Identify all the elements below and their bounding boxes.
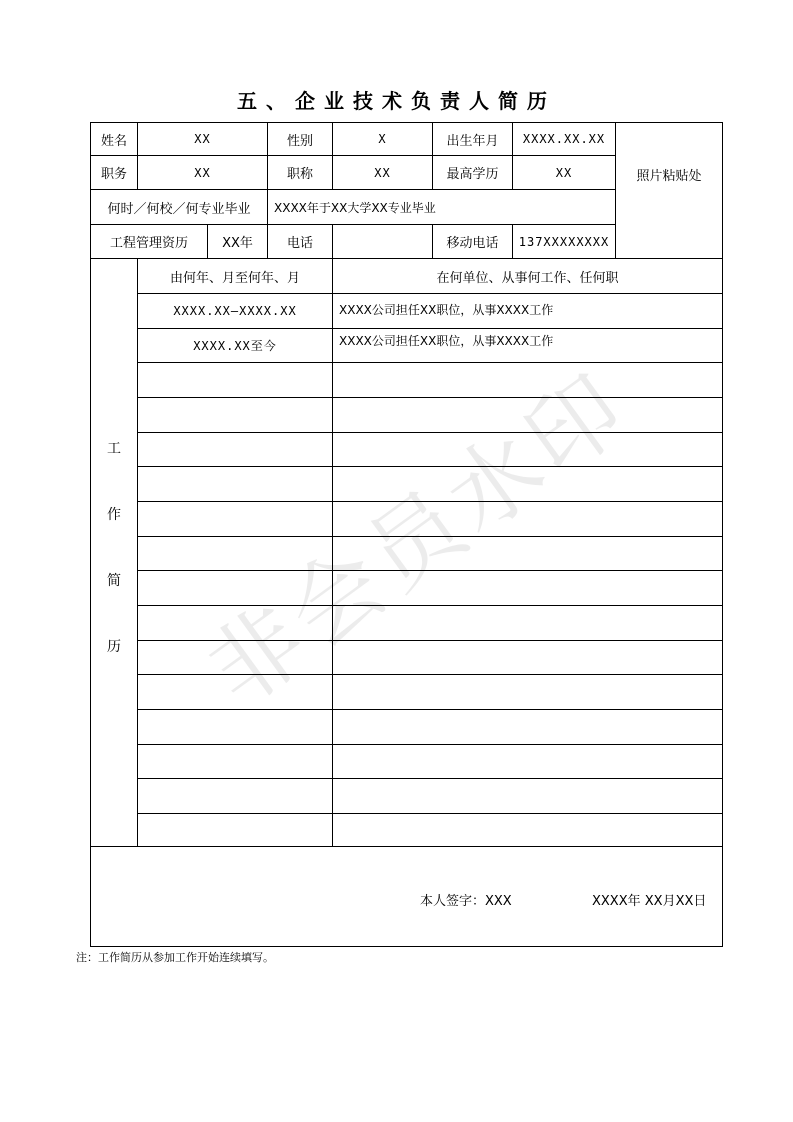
grid-line xyxy=(137,466,723,467)
degree-label: 最高学历 xyxy=(446,167,499,182)
period-column-header: 由何年、月至何年、月 xyxy=(169,270,300,286)
signature-date: XXXX年 XX月XX日 xyxy=(592,894,707,909)
work-detail[interactable]: XXXX公司担任XX职位，从事XXXX工作 xyxy=(339,302,554,317)
signature-label: 本人签字：XXX xyxy=(420,894,512,909)
work-history-side-char: 简 xyxy=(107,573,121,589)
graduation-label: 何时／何校／何专业毕业 xyxy=(107,201,251,217)
title-label: 职称 xyxy=(286,167,313,182)
grid-line xyxy=(137,640,723,641)
position-label: 职务 xyxy=(100,167,127,182)
graduation-value[interactable]: XXXX年于XX大学XX专业毕业 xyxy=(274,200,436,215)
work-history-side-char: 工 xyxy=(107,441,121,457)
footnote: 注：工作简历从参加工作开始连续填写。 xyxy=(76,951,274,964)
work-detail[interactable]: XXXX公司担任XX职位，从事XXXX工作 xyxy=(339,334,554,348)
mobile-label: 移动电话 xyxy=(446,236,499,251)
gender-label: 性别 xyxy=(286,133,313,149)
birth-value[interactable]: XXXX.XX.XX xyxy=(522,132,606,146)
grid-line xyxy=(137,813,723,814)
grid-line xyxy=(137,744,723,745)
page-title: 五、企业技术负责人简历 xyxy=(237,89,556,113)
watermark: 非会员水印 xyxy=(188,351,649,727)
work-history-side-char: 作 xyxy=(107,507,121,523)
grid-line xyxy=(137,674,723,675)
grid-line xyxy=(137,570,723,571)
seniority-label: 工程管理资历 xyxy=(109,236,188,251)
seniority-value[interactable]: XX年 xyxy=(222,236,253,251)
grid-line xyxy=(137,432,723,433)
grid-line xyxy=(137,501,723,502)
work-period[interactable]: XXXX.XX—XXXX.XX xyxy=(173,304,297,318)
name-value[interactable]: XX xyxy=(194,132,211,146)
grid-line xyxy=(137,397,723,398)
degree-value[interactable]: XX xyxy=(555,165,573,180)
work-period[interactable]: XXXX.XX至今 xyxy=(193,339,277,353)
grid-line xyxy=(137,536,723,537)
grid-line xyxy=(137,778,723,779)
grid-line xyxy=(90,846,723,847)
birth-label: 出生年月 xyxy=(446,133,499,149)
grid-line xyxy=(137,709,723,710)
name-label: 姓名 xyxy=(100,133,127,149)
photo-placeholder[interactable]: 照片粘贴处 xyxy=(636,169,702,184)
grid-line xyxy=(137,605,723,606)
phone-label: 电话 xyxy=(286,236,313,251)
mobile-value[interactable]: 137XXXXXXXX xyxy=(518,234,610,249)
position-value[interactable]: XX xyxy=(194,165,211,180)
phone-value[interactable] xyxy=(333,225,432,258)
grid-line xyxy=(137,362,723,363)
detail-column-header: 在何单位、从事何工作、任何职 xyxy=(436,270,619,286)
work-history-side-char: 历 xyxy=(107,639,121,655)
title-value[interactable]: XX xyxy=(374,165,391,180)
gender-value[interactable]: X xyxy=(378,132,387,146)
